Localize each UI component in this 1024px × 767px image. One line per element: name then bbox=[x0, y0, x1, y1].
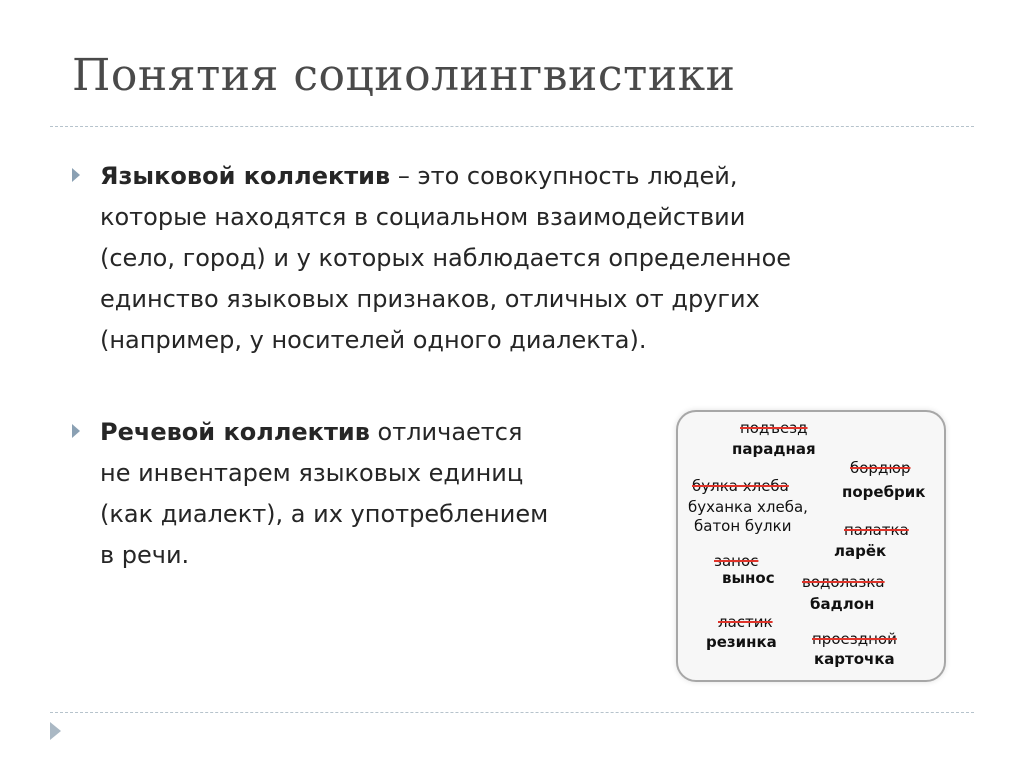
definition-line: которые находятся в социальном взаимодействии bbox=[100, 203, 746, 231]
replacement-word: поребрик bbox=[842, 483, 926, 501]
bullet-arrow-icon bbox=[72, 168, 80, 182]
bullet-arrow-icon bbox=[72, 424, 80, 438]
struck-word: ластик bbox=[718, 613, 773, 631]
bullet-speech-collective bbox=[100, 412, 620, 576]
term-language-collective: Языковой коллектив bbox=[100, 162, 391, 190]
struck-word: проездной bbox=[812, 630, 897, 648]
replacement-word: карточка bbox=[814, 650, 895, 668]
definition-line: отличается bbox=[377, 418, 523, 446]
struck-word: бордюр bbox=[850, 459, 911, 477]
replacement-word: буханка хлеба, bbox=[688, 498, 808, 516]
replacement-word: бадлон bbox=[810, 595, 875, 613]
struck-word: палатка bbox=[844, 521, 909, 539]
bottom-divider bbox=[50, 712, 974, 713]
replacement-word: батон булки bbox=[694, 517, 792, 535]
struck-word: занос bbox=[714, 552, 759, 570]
replacement-word: резинка bbox=[706, 633, 777, 651]
definition-line: не инвентарем языковых единиц bbox=[100, 459, 524, 487]
definition-line: единство языковых признаков, отличных от других bbox=[100, 285, 760, 313]
struck-word: булка хлеба bbox=[692, 477, 789, 495]
slide-title: Понятия социолингвистики bbox=[72, 50, 736, 101]
word-pairs-illustration bbox=[676, 410, 946, 682]
definition-line: (как диалект), а их употреблением bbox=[100, 500, 549, 528]
replacement-word: парадная bbox=[732, 440, 816, 458]
top-divider bbox=[50, 126, 974, 127]
next-slide-arrow-icon[interactable] bbox=[50, 722, 61, 740]
definition-line: (например, у носителей одного диалекта). bbox=[100, 326, 647, 354]
struck-word: подъезд bbox=[740, 419, 808, 437]
term-speech-collective: Речевой коллектив bbox=[100, 418, 370, 446]
replacement-word: вынос bbox=[722, 569, 775, 587]
replacement-word: ларёк bbox=[834, 542, 887, 560]
definition-line: (село, город) и у которых наблюдается определенное bbox=[100, 244, 792, 272]
definition-line: – это совокупность людей, bbox=[397, 162, 738, 190]
bullet-language-collective bbox=[100, 156, 900, 361]
struck-word: водолазка bbox=[802, 573, 885, 591]
definition-line: в речи. bbox=[100, 541, 190, 569]
